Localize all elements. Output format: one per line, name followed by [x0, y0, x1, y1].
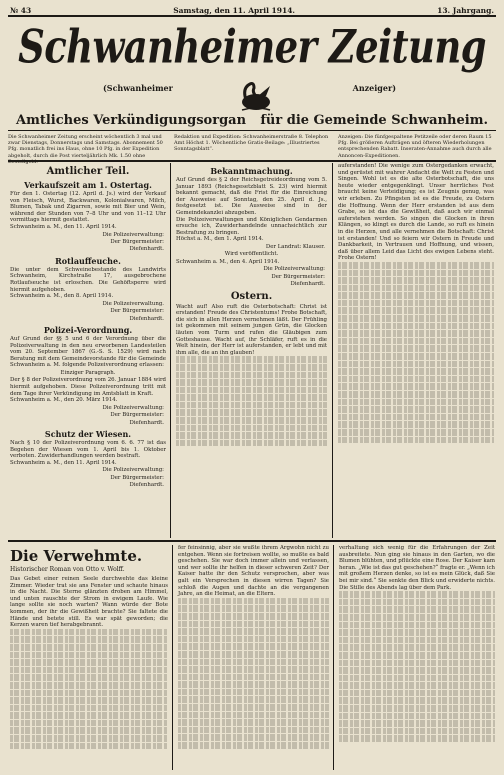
article-text: auferstanden! Die wenige zum Ostergedanken erwacht, und gerüstet mit wahrer Andacht die Welt zu Festen und Singen. Wohl ist es die alte Osterbotschaft, die uns heute wieder entgegenklingt. Unser herrliches Fest braucht keine Verteidigung; es ist Zeugnis genug, was wir erleben. Zu Pfingsten ist es die Freude, zu Ostern die Hoffnung. Wenn der Herr erstanden ist aus dem Grabe, so ist das die Gewißheit, daß auch wir einmal auferstehen werden. So singen die Glocken in ihren Klängen, so klingt es durch die Lande, so ruft es hinein in die Herzen, und alle vernehmen die Botschaft: Christ ist erstanden! Und so feiern wir Ostern in Freude und Dankbarkeit, in Vertrauen und Hoffnung, und wissen, daß über allem Leid das Licht des ewigen Lebens steht. Frohe Ostern!: [338, 163, 494, 262]
notice-title: Verkaufszeit am 1. Ostertag.: [24, 180, 152, 190]
official-column: [8, 163, 168, 538]
notice-text: Der § 8 der Polizeiverordnung vom 26. Januar 1884 wird hiermit aufgehoben. Diese Polizeiverordnung tritt mit dem Tage ihrer Verkündigung im Amtsblatt in Kraft.: [10, 377, 166, 397]
subtitle-left: (Schwanheimer: [103, 83, 173, 93]
notice-text: Für den 1. Ostertag (12. April d. Js.) wird der Verkauf von Fleisch, Wurst, Backwaren, Kolonialwaren, Milch, Blumen, Tabak und Zigarren, sowie mit Bier und Wein, während der Stunden von 7–8 Uhr und von 11–12 Uhr vormittags hiermit gestattet.: [10, 191, 166, 224]
serial-column-3: [337, 545, 497, 770]
notice-signature: Der Bürgermeister:: [110, 474, 164, 481]
newspaper-title: Schwanheimer Zeitung: [18, 18, 486, 74]
section-divider: [8, 540, 496, 542]
swan-emblem-icon: [236, 80, 276, 114]
organ-right: für die Gemeinde Schwanheim.: [260, 113, 488, 128]
notice-signature: Diefenhardt.: [129, 419, 164, 426]
column-divider: [172, 545, 173, 770]
notice-signature: Der Bürgermeister:: [110, 238, 164, 245]
serial-title: Die Verwehmte.: [10, 547, 143, 565]
issue-date: Samstag, den 11. April 1914.: [173, 5, 296, 15]
notice-text: Auf Grund der §§ 5 und 6 der Verordnung über die Polizeiverwaltung in den neu erworbenen Landesteilen vom 20. September 1867 (G.-S. S. 1529) wird nach Beratung mit dem Gemeindevorstande für die Gemeinde Schwanheim a. M. folgende Polizeiverordnung erlassen:: [10, 335, 166, 369]
editorial-info: Redaktion und Expedition: Schwanheimerstraße 8. Telephon Amt Höchst 1. Wöchentliche Gratis-Beilage: „Illustriertes Sonntagsblatt“.: [174, 134, 329, 153]
notice-title: Schutz der Wiesen.: [44, 428, 132, 439]
issue-number: № 43: [10, 5, 32, 15]
serial-text: fer feinsinnig, aber sie wußte ihrem Argwohn nicht zu entgehen. Wenn sie fortreisen wollte, so mußte es bald geschehen. Sie war doch immer allein und verlassen, und wer sollte ihr helfen in dieser schweren Zeit? Der Kaiser hatte ihr den Schutz versprochen, aber was galt ein Versprechen in diesen wirren Tagen? Sie schloß die Augen und dachte an die vergangenen Jahre, an die Heimat, an die Eltern.: [178, 545, 329, 598]
notice-signature: Der Bürgermeister:: [110, 308, 164, 315]
notice-signature: Die Polizeiverwaltung:: [102, 404, 164, 411]
notice-signature: Der Bürgermeister:: [110, 412, 164, 419]
masthead: [8, 15, 496, 81]
notice-signature: Die Polizeiverwaltung:: [263, 266, 325, 273]
serial-column-1: [8, 545, 170, 770]
notice-text: Die Polizeiverwaltungen und Königlichen Gendarmen ersuche ich, Zuwiderhandelnde unnachsichtlich zur Bestrafung zu bringen.: [176, 216, 327, 236]
article-text: Wacht auf! Also ruft die Osterbotschaft: Christ ist erstanden! Freude des Christentums! Frohe Botschaft, die sich in allen Herzen vernehmen läßt. Der Frühling ist gekommen mit seinem jungen Grün, die Glocken läuten vom Turm und rufen die Gläubigen zum Gotteshause. Wacht auf, ihr Schläfer, ruft es in die Welt hinein, der Herr ist auferstanden, er lebt und mit ihm alle, die an ihn glauben!: [176, 303, 327, 356]
notice-signature: Die Polizeiverwaltung:: [102, 467, 164, 474]
volume-year: 13. Jahrgang.: [437, 5, 494, 15]
notice-signature: Der Bürgermeister:: [271, 273, 325, 280]
subtitle-right: Anzeiger): [352, 83, 396, 93]
announcement-column: [174, 163, 329, 538]
notice-text: Auf Grund des § 2 der Reichsgetreideordnung vom 5. Januar 1893 (Reichsgesetzblatt S. 23) wird hiermit bekannt gemacht, daß die Frist für die Einreichung der Ausweise auf Sonntag, den 25. April d. Js., festgesetzt ist. Die Ausweise sind in der Gemeindekanzlei abzugeben.: [176, 177, 327, 216]
notice-title: Bekanntmachung.: [210, 166, 293, 176]
subtitle-row: [8, 80, 496, 116]
serial-text: Das Gebet einer reinen Seele durchwehte das kleine Zimmer. Wieder trat sie ans Fenster und schaute hinaus in die Nacht. Die Sterne glänzten droben am Himmel, und unten rauschte der Strom in ewigem Laufe. Wie lange sollte sie noch warten? Wann würde der Bote kommen, der ihr die Gewißheit brachte? Sie faltete die Hände und betete still. Es war spät geworden; die Kerzen waren tief herabgebrannt.: [10, 576, 168, 629]
notice-text: Die unter dem Schweinebestande des Landwirts Schwanheim, Kirchstraße 17, ausgebrochene Rotlaufseuche ist erloschen. Die Gehöftsperre wird hiermit aufgehoben.: [10, 266, 166, 293]
notice-signature: Diefenhardt.: [290, 281, 325, 288]
notice-title: Rotlauffeuche.: [55, 255, 121, 266]
column-divider: [170, 163, 171, 538]
notice-place: Schwanheim a. M., den 4. April 1914.: [176, 258, 280, 265]
notice-place: Schwanheim a. M., den 8. April 1914.: [10, 293, 114, 300]
notice-signature: Diefenhardt.: [129, 246, 164, 253]
notice-signature: Diefenhardt.: [129, 482, 164, 489]
notice-publication: Wird veröffentlicht.: [224, 251, 279, 258]
notice-text: Nach § 10 der Polizeiverordnung vom 6. 6. 77 ist das Begehen der Wiesen vom 1. April bis 1. Oktober verboten. Zuwiderhandlungen werden bestraft.: [10, 439, 166, 460]
notice-subheading: Einziger Paragraph.: [60, 369, 116, 376]
info-row: [8, 134, 496, 165]
notice-place: Höchst a. M., den 1. April 1914.: [176, 236, 264, 243]
organ-row: [8, 113, 496, 131]
notice-signature: Die Polizeiverwaltung:: [102, 231, 164, 238]
notice-signature: Der Landrat: Klauser.: [265, 243, 325, 250]
section-heading: Amtlicher Teil.: [46, 166, 130, 177]
notice-signature: Diefenhardt.: [129, 315, 164, 322]
easter-article-column: [336, 163, 496, 538]
subscription-info: Die Schwanheimer Zeitung erscheint wöchentlich 3 mal und zwar Dienstags, Donnerstags und Samstags. Abonnement 50 Pfg. monatlich frei ins Haus, ohne 10 Pfg. in der Expedition abgeholt, durch die Post vierteljährlich Mk. 1.50 ohne Bestellgeld.: [8, 134, 163, 165]
serial-text: verhaltung sich wenig für die Erfahrungen der Zeit ausbreitete. Nun ging sie hinaus in den Garten, wo die Blumen blühten, und pflückte eine Rose. Der Kaiser kam heran. „Wie ist das gut geschehen?“ fragte er. „Wenn ich mit großem Herzen denke, so ist es mein Glück, daß Sie bei mir sind.“ Sie senkte den Blick und erwiderte nichts. Die Stille des Abends lag über dem Park.: [339, 545, 495, 591]
organ-left: Amtliches Verkündigungsorgan: [16, 113, 247, 128]
notice-place: Schwanheim a. M., den 11. April 1914.: [10, 459, 117, 466]
notice-place: Schwanheim a. M., den 11. April 1914.: [10, 223, 117, 230]
column-divider: [333, 545, 334, 770]
notice-signature: Die Polizeiverwaltung.: [102, 300, 164, 307]
serial-subtitle: Historischer Roman von Otto v. Wolff.: [10, 566, 125, 573]
column-divider: [332, 163, 333, 538]
advertising-info: Anzeigen: Die fünfgespaltene Petitzeile oder deren Raum 15 Pfg. Bei größeren Aufträgen und öfteren Wiederholungen entsprechenden Rabatt. Inseraten-Annahme auch durch alle Annoncen-Expeditionen.: [338, 134, 492, 159]
article-title: Ostern.: [230, 290, 273, 302]
notice-title: Polizei-Verordnung.: [43, 324, 133, 335]
notice-place: Schwanheim a. M., den 20. März 1914.: [10, 397, 118, 404]
serial-column-2: [176, 545, 331, 770]
